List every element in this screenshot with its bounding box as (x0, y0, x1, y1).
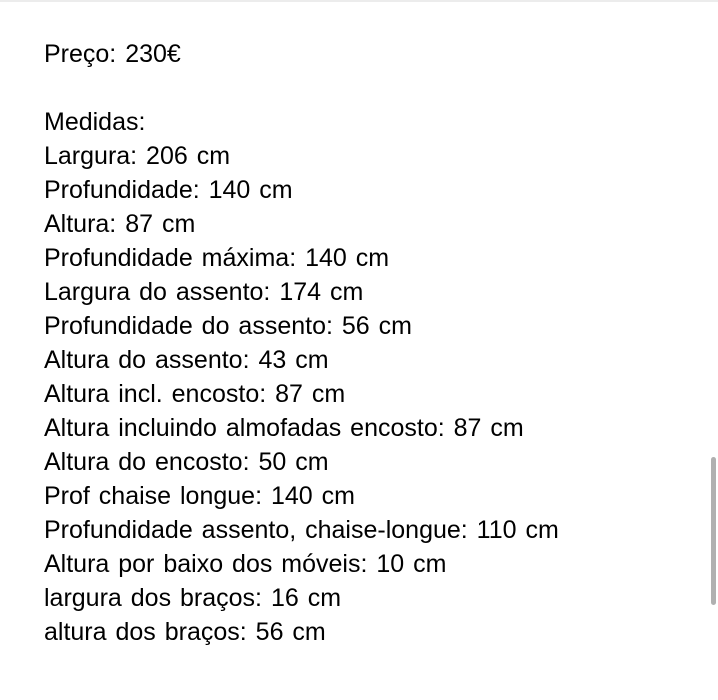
top-divider (0, 0, 718, 2)
measure-line: Altura incluindo almofadas encosto: 87 cm (44, 414, 524, 442)
measure-line: Altura incl. encosto: 87 cm (44, 380, 346, 408)
measure-line: Altura por baixo dos móveis: 10 cm (44, 550, 447, 578)
measure-line: altura dos braços: 56 cm (44, 618, 326, 646)
scrollbar-thumb[interactable] (711, 457, 716, 605)
measure-line: Profundidade assento, chaise-longue: 110 cm (44, 516, 559, 544)
measure-line: Prof chaise longue: 140 cm (44, 482, 355, 510)
text-content (44, 37, 694, 649)
blank-line (44, 71, 694, 105)
measure-line: largura dos braços: 16 cm (44, 584, 342, 612)
measure-line: Altura: 87 cm (44, 210, 196, 238)
vertical-scrollbar[interactable] (708, 0, 718, 700)
measure-line: Largura do assento: 174 cm (44, 278, 364, 306)
measure-line: Altura do encosto: 50 cm (44, 448, 329, 476)
price-line: Preço: 230€ (44, 40, 181, 68)
measure-line: Profundidade: 140 cm (44, 176, 293, 204)
measure-line: Profundidade do assento: 56 cm (44, 312, 412, 340)
measures-heading: Medidas: (44, 108, 146, 136)
measure-line: Altura do assento: 43 cm (44, 346, 329, 374)
measure-line: Largura: 206 cm (44, 142, 231, 170)
measure-line: Profundidade máxima: 140 cm (44, 244, 390, 272)
